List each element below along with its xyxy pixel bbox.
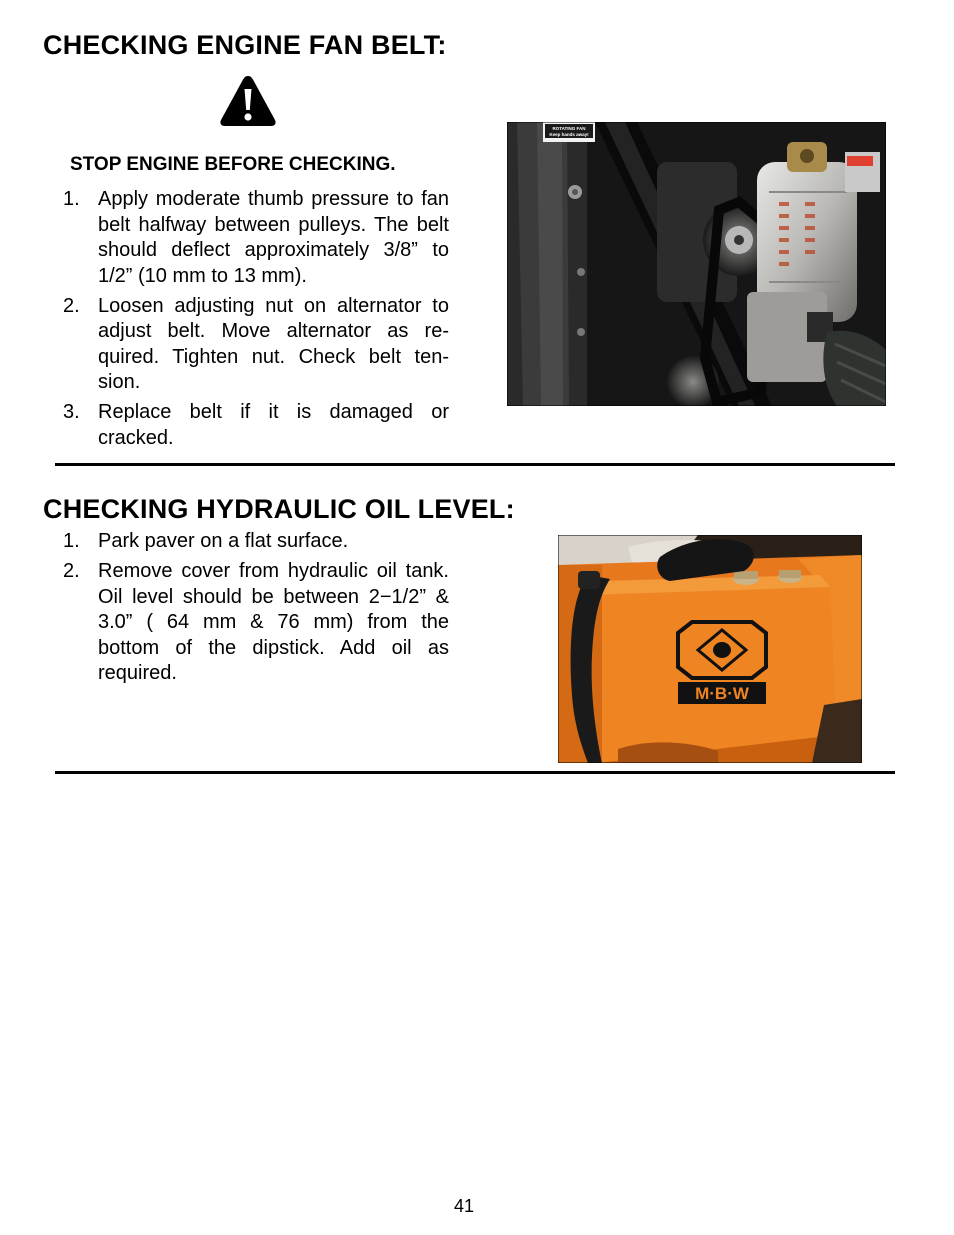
list-item: 3. Replace belt if it is damaged or cracked. — [63, 401, 449, 449]
list-item: 2. Remove cover from hydraulic oil tank. Oil level should be between 2−1/2” & 3.0” ( 64 mm & 76 mm) from the bottom of the dipstick. Add oil as required. — [63, 560, 449, 684]
section-title-fan-belt: CHECKING ENGINE FAN BELT: — [43, 30, 447, 60]
fan-belt-photo — [507, 122, 886, 406]
fan-belt-steps — [55, 187, 449, 456]
keep-hands-away-label: Keep hands away! — [549, 132, 589, 137]
section-divider — [55, 771, 895, 774]
hydraulic-tank-photo — [558, 535, 862, 763]
warning-triangle-icon — [218, 73, 278, 129]
svg-text:M·B·W: M·B·W — [695, 684, 749, 703]
rotating-fan-label: ROTATING FAN — [552, 126, 586, 131]
hydraulic-oil-steps — [55, 529, 449, 691]
list-item: 1. Apply moderate thumb pressure to fan belt halfway between pulleys. The belt should deflect approximately 3/8” to 1/2” (10 mm to 13 mm). — [63, 188, 449, 287]
section-title-hydraulic-oil: CHECKING HYDRAULIC OIL LEVEL: — [43, 494, 515, 524]
page-number: 41 — [453, 1196, 475, 1216]
list-item: 2. Loosen adjusting nut on alternator to adjust belt. Move alternator as re-quired. Tighten nut. Check belt ten-sion. — [63, 294, 449, 393]
list-item: 1. Park paver on a flat surface. — [63, 530, 349, 552]
section-divider — [55, 463, 895, 466]
stop-engine-warning: STOP ENGINE BEFORE CHECKING. — [70, 154, 396, 175]
